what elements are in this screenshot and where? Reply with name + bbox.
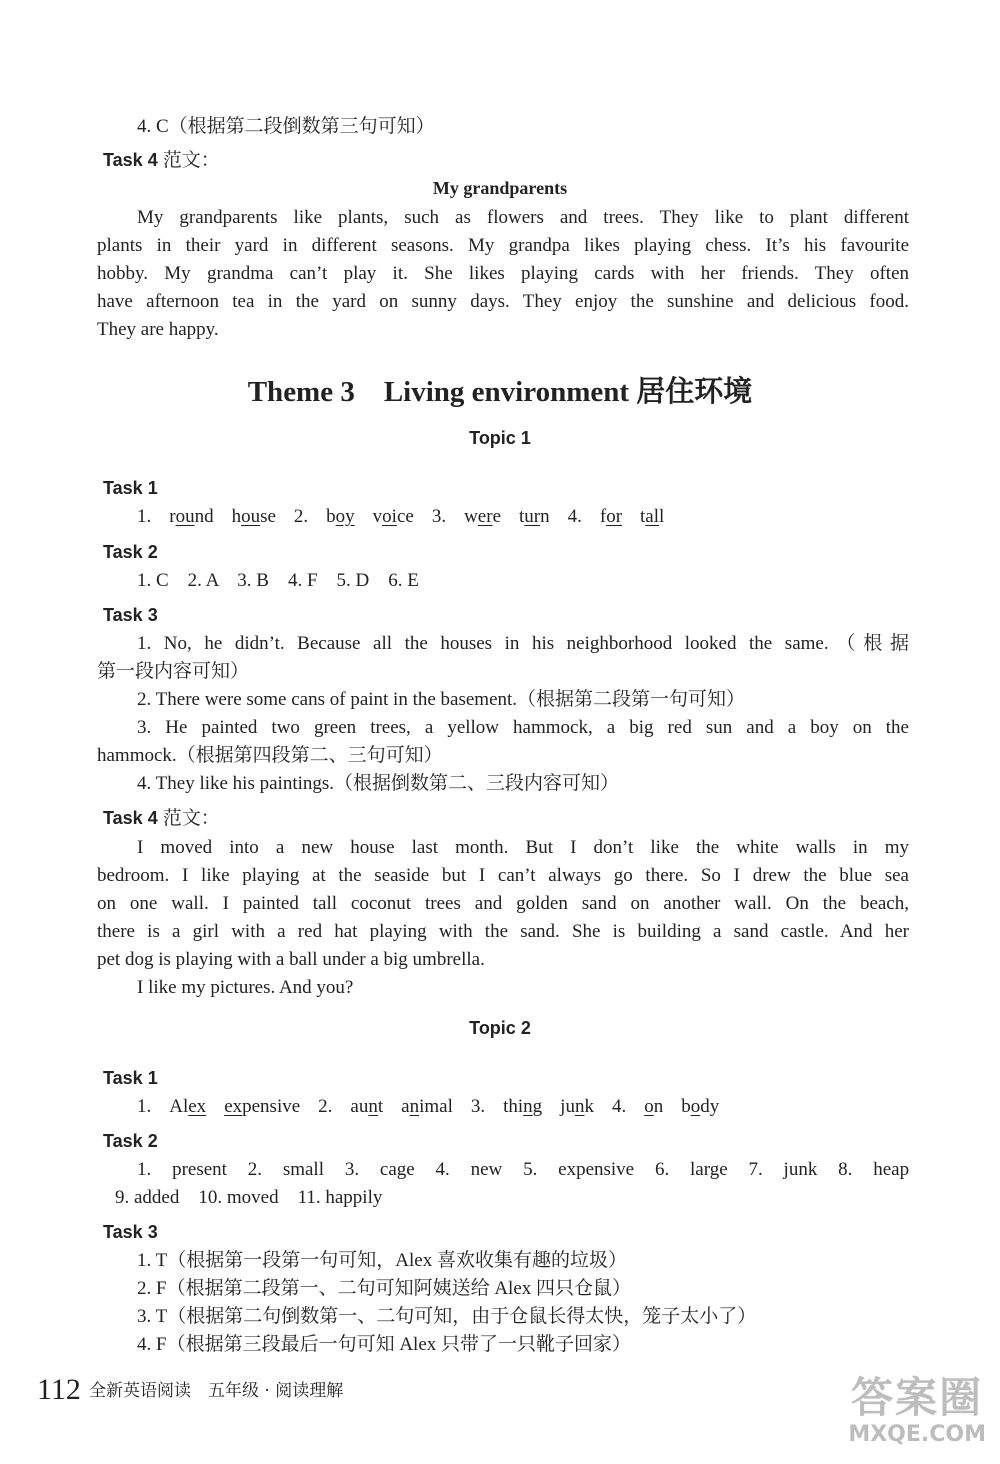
answer: 2. small — [247, 1159, 324, 1180]
task-label: Task 4 — [103, 150, 158, 170]
word: turn — [519, 506, 550, 527]
watermark-url: MXQE.COM — [848, 1422, 986, 1447]
essay-line: have afternoon tea in the yard on sunny days. They enjoy the sunshine and delicious food. — [97, 291, 909, 312]
topic1-task2-label: Task 2 — [103, 542, 158, 562]
answer-line: hammock.（根据第四段第二、三句可知） — [97, 745, 443, 766]
word: animal — [401, 1096, 453, 1117]
topic1-task4-heading — [103, 806, 220, 830]
underlined-letters: o — [690, 1096, 701, 1117]
number: 4. — [611, 1096, 627, 1117]
underlined-letters: o — [644, 1096, 654, 1117]
number: 3. — [431, 506, 447, 527]
number: 3. — [470, 1096, 486, 1117]
underlined-letters: n — [523, 1096, 533, 1117]
answer-line: 2. There were some cans of paint in the basement.（根据第二段第一句可知） — [137, 689, 746, 710]
word: round — [169, 506, 214, 527]
topic2-task1-label: Task 1 — [103, 1068, 158, 1088]
number: 4. — [567, 506, 582, 527]
task-label: Task 4 — [103, 808, 158, 828]
underlined-letters: n — [409, 1096, 420, 1117]
answer-line: 1. No, he didn’t. Because all the houses in his neighborhood looked the same.（根据 — [137, 633, 909, 654]
theme-title: Theme 3 Living environment 居住环境 — [247, 376, 753, 408]
essay-title: My grandparents — [432, 178, 568, 198]
number: 2. — [293, 506, 309, 527]
word: body — [681, 1096, 720, 1117]
underlined-letters: n — [368, 1096, 378, 1117]
essay-line: I moved into a new house last month. But I don’t like the white walls in my — [137, 837, 909, 858]
answer-line: 4. They like his paintings.（根据倒数第二、三段内容可知） — [137, 773, 620, 794]
essay-line: on one wall. I painted tall coconut trees and golden sand on another wall. On the beach, — [97, 893, 909, 914]
word: aunt — [350, 1096, 384, 1117]
answer: 3. cage — [344, 1159, 415, 1180]
answer: 6. large — [654, 1159, 728, 1180]
word: thing — [503, 1096, 543, 1117]
topic1-task3-label: Task 3 — [103, 605, 158, 625]
word: were — [464, 506, 501, 527]
answer: 5. expensive — [523, 1159, 635, 1180]
topic2-task3-label: Task 3 — [103, 1222, 158, 1242]
answer: 7. junk — [748, 1159, 818, 1180]
page-number: 112 — [37, 1373, 81, 1406]
word: junk — [560, 1096, 594, 1117]
underlined-letters: ex — [224, 1096, 243, 1117]
number: 1. — [137, 1096, 152, 1117]
task-cn-label: 范文： — [162, 149, 220, 171]
answer: 1. present — [137, 1159, 227, 1180]
underlined-letters: er — [477, 506, 493, 527]
essay-line: plants in their yard in different seasons. My grandpa likes playing chess. It’s his favourite — [97, 235, 909, 256]
number: 1. — [137, 506, 152, 527]
topic-2-title: Topic 2 — [469, 1018, 531, 1038]
underlined-letters: or — [606, 506, 623, 527]
underlined-letters: ou — [241, 506, 261, 527]
essay-line: They are happy. — [97, 319, 219, 340]
underlined-letters: ex — [188, 1096, 207, 1117]
topic2-task2-label: Task 2 — [103, 1131, 158, 1151]
watermark-logo-text: 答案圈 — [851, 1373, 984, 1422]
book-title: 全新英语阅读 五年级 · 阅读理解 — [89, 1381, 344, 1401]
watermark — [848, 1374, 986, 1448]
underlined-letters: oy — [335, 506, 355, 527]
number: 2. — [318, 1096, 333, 1117]
topic1-task1-answers — [137, 505, 664, 529]
task-cn-label: 范文： — [162, 807, 220, 829]
word: voice — [372, 506, 414, 527]
topic2-task1-answers — [137, 1095, 719, 1119]
word: house — [231, 506, 276, 527]
essay-line: pet dog is playing with a ball under a big umbrella. — [97, 949, 485, 970]
underlined-letters: ur — [524, 506, 541, 527]
task4-heading — [103, 148, 220, 172]
essay-line: I like my pictures. And you? — [137, 977, 354, 998]
word: on — [644, 1096, 664, 1117]
topic1-task2-answers: 1. C 2. A 3. B 4. F 5. D 6. E — [137, 570, 419, 591]
answer-line: 3. T（根据第二句倒数第一、二句可知，由于仓鼠长得太快，笼子太小了） — [137, 1306, 757, 1327]
answer-line: 2. F（根据第二段第一、二句可知阿姨送给 Alex 四只仓鼠） — [137, 1278, 632, 1299]
essay-line: there is a girl with a red hat playing with the sand. She is building a sand castle. And her — [97, 921, 909, 942]
underlined-letters: oi — [382, 506, 397, 527]
word: boy — [326, 506, 355, 527]
word: Alex — [169, 1096, 207, 1117]
topic1-task1-label: Task 1 — [103, 478, 158, 498]
answer-line: 4. F（根据第三段最后一句可知 Alex 只带了一只靴子回家） — [137, 1334, 632, 1355]
answer: 8. heap — [838, 1159, 910, 1180]
word: expensive — [224, 1096, 301, 1117]
underlined-letters: n — [574, 1096, 585, 1117]
underlined-letters: al — [645, 506, 660, 527]
topic-1-title: Topic 1 — [469, 428, 531, 448]
topic2-task2-line-2: 9. added 10. moved 11. happily — [115, 1187, 383, 1208]
answer-line: 3. He painted two green trees, a yellow hammock, a big red sun and a boy on the — [137, 717, 909, 738]
word: for — [599, 506, 623, 527]
underlined-letters: ou — [175, 506, 195, 527]
word: tall — [640, 506, 665, 527]
answer-line: 1. T（根据第一段第一句可知，Alex 喜欢收集有趣的垃圾） — [137, 1250, 627, 1271]
essay-line: My grandparents like plants, such as flowers and trees. They like to plant different — [137, 207, 909, 228]
answer: 4. new — [435, 1159, 503, 1180]
answer-line: 第一段内容可知） — [97, 661, 250, 682]
essay-line: hobby. My grandma can’t play it. She likes playing cards with her friends. They often — [97, 263, 909, 284]
answer-item-4: 4. C（根据第二段倒数第三句可知） — [137, 116, 435, 137]
topic2-task2-line-1 — [137, 1158, 909, 1182]
essay-line: bedroom. I like playing at the seaside but I can’t always go there. So I drew the blue sea — [97, 865, 909, 886]
